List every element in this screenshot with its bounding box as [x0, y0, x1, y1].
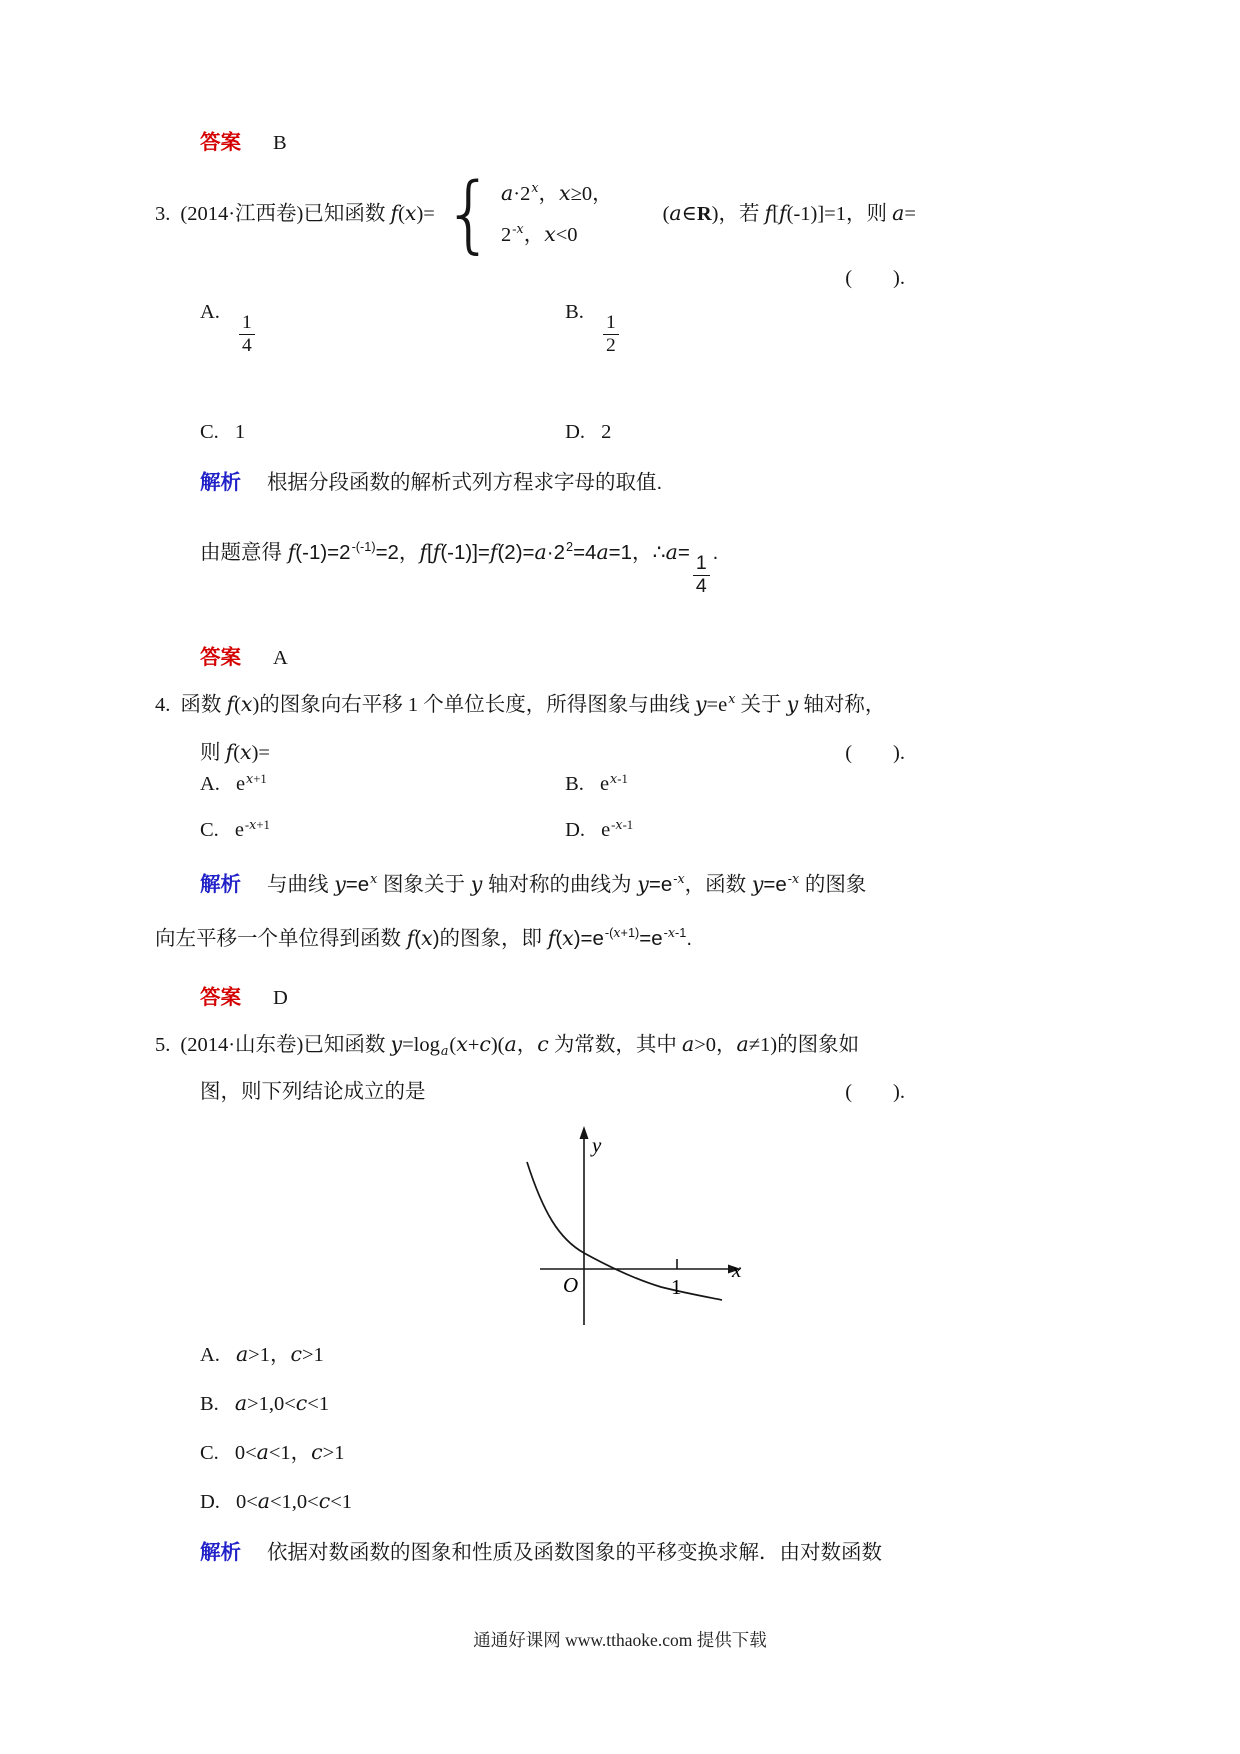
q5-option-a: [200, 1342, 324, 1369]
question-number: 5.: [155, 1034, 171, 1056]
option-value: $e^{x-1}$: [599, 770, 628, 796]
option-label: C.: [200, 819, 219, 842]
option-label: A.: [200, 1344, 220, 1366]
y-axis-arrow: [580, 1126, 589, 1139]
option-value: $\frac{1}{4}$: [236, 301, 258, 323]
q4-analysis-line2: 向左平移一个单位得到函数 f(x)的图象，即 $f(x)=e^{-(x+1)}=e^{-x-1}$.: [155, 925, 693, 950]
piecewise-block: [442, 166, 613, 263]
option-value: a>1，c>1: [235, 1342, 324, 1366]
q5-option-c: [200, 1440, 344, 1467]
question-3: [155, 166, 916, 263]
option-label: D.: [200, 1491, 220, 1513]
option-value: 2: [601, 421, 612, 444]
answer-label: 答案: [200, 986, 241, 1009]
option-label: D.: [565, 421, 586, 444]
question-text: 图，则下列结论成立的是: [200, 1081, 426, 1103]
answer-value: A: [273, 647, 288, 669]
q4-options-row-2: [200, 818, 925, 844]
option-label: A.: [200, 301, 220, 323]
option-label: C.: [200, 1442, 219, 1464]
q3-analysis: [200, 470, 662, 496]
function-graph: [445, 1112, 745, 1330]
x-axis-label: x: [732, 1258, 742, 1282]
q4-options-row-1: [200, 772, 925, 798]
q3-options-row-2: [200, 420, 925, 446]
q5-option-b: [200, 1391, 329, 1418]
q3-options-row-1: [200, 300, 925, 357]
option-value: 0<a<1，c>1: [234, 1440, 345, 1464]
answer-value: D: [273, 987, 288, 1009]
question-text: (2014·江西卷)已知函数 f(x)=: [180, 200, 435, 225]
piecewise-case-2: $2^{-x}$，x<0: [501, 221, 578, 247]
page-footer: 通通好课网 www.tthaoke.com 提供下载: [473, 1630, 767, 1650]
question-number: 3.: [155, 202, 171, 225]
question-4: [155, 692, 885, 719]
option-label: B.: [565, 773, 584, 796]
y-axis-label: y: [592, 1133, 602, 1157]
analysis-text: 与曲线 $y=e^x$ 图象关于 y 轴对称的曲线为 $y=e^{-x}$，函数 $y=e^{-x}$ 的图象: [267, 871, 867, 896]
q3-analysis-work: 由题意得 $f(-1)=2^{-(-1)}=2$，$f[f(-1)]=f(2)=a\cdot 2^2=4a=1$，∴a= $\frac{1}{4}$ .: [200, 539, 719, 597]
option-value: $e^{x+1}$: [235, 770, 267, 796]
answer-row-q4: [200, 985, 288, 1012]
origin-label: O: [563, 1273, 579, 1297]
tick-label: 1: [671, 1275, 682, 1299]
q5-analysis: [200, 1540, 882, 1566]
question-text: (2014·山东卷)已知函数 $y=\log_a(x+c)(a$，c 为常数，其中 a>0，a≠1)的图象如: [180, 1032, 860, 1058]
analysis-label: 解析: [200, 1541, 241, 1564]
q4-analysis: [200, 872, 866, 898]
option-label: B.: [200, 1393, 219, 1415]
question-number: 4.: [155, 694, 171, 716]
option-value: $e^{-x+1}$: [234, 816, 270, 842]
answer-value: B: [273, 132, 287, 154]
log-curve: [527, 1162, 722, 1300]
question-4-line2: [200, 740, 905, 767]
option-label: C.: [200, 421, 219, 444]
analysis-text: 依据对数函数的图象和性质及函数图象的平移变换求解．由对数函数: [267, 1541, 882, 1564]
option-value: a>1,0<c<1: [234, 1391, 330, 1415]
analysis-text: 根据分段函数的解析式列方程求字母的取值.: [267, 471, 663, 494]
option-value: $e^{-x-1}$: [601, 816, 634, 842]
answer-label: 答案: [200, 131, 241, 154]
piecewise-brace: {: [442, 166, 496, 263]
answer-paren: ( ).: [845, 1081, 905, 1103]
question-text: 函数 f(x)的图象向右平移 1 个单位长度，所得图象与曲线 $y=e^x$ 关于 y 轴对称，: [180, 691, 886, 716]
question-text: 则 f(x)=: [200, 740, 270, 764]
option-label: D.: [565, 819, 586, 842]
answer-paren: ( ).: [845, 742, 905, 764]
question-5-line2: [200, 1080, 905, 1106]
answer-row-q3: [200, 645, 288, 672]
question-text: (a∈R)，若 f[f(-1)]=1，则 a=: [662, 200, 916, 225]
answer-paren: ( ).: [845, 267, 905, 289]
answer-row-q2: [200, 130, 287, 157]
analysis-label: 解析: [200, 873, 241, 896]
q5-option-d: [200, 1489, 352, 1516]
option-label: B.: [565, 301, 584, 323]
option-label: A.: [200, 773, 220, 796]
option-value: 0<a<1,0<c<1: [235, 1489, 353, 1513]
answer-label: 答案: [200, 646, 241, 669]
analysis-label: 解析: [200, 471, 241, 494]
option-value: $\frac{1}{2}$: [600, 301, 622, 323]
question-5: [155, 1032, 859, 1059]
piecewise-case-1: $a\cdot 2^x$，x≥0，: [501, 179, 613, 205]
option-value: 1: [234, 421, 246, 444]
